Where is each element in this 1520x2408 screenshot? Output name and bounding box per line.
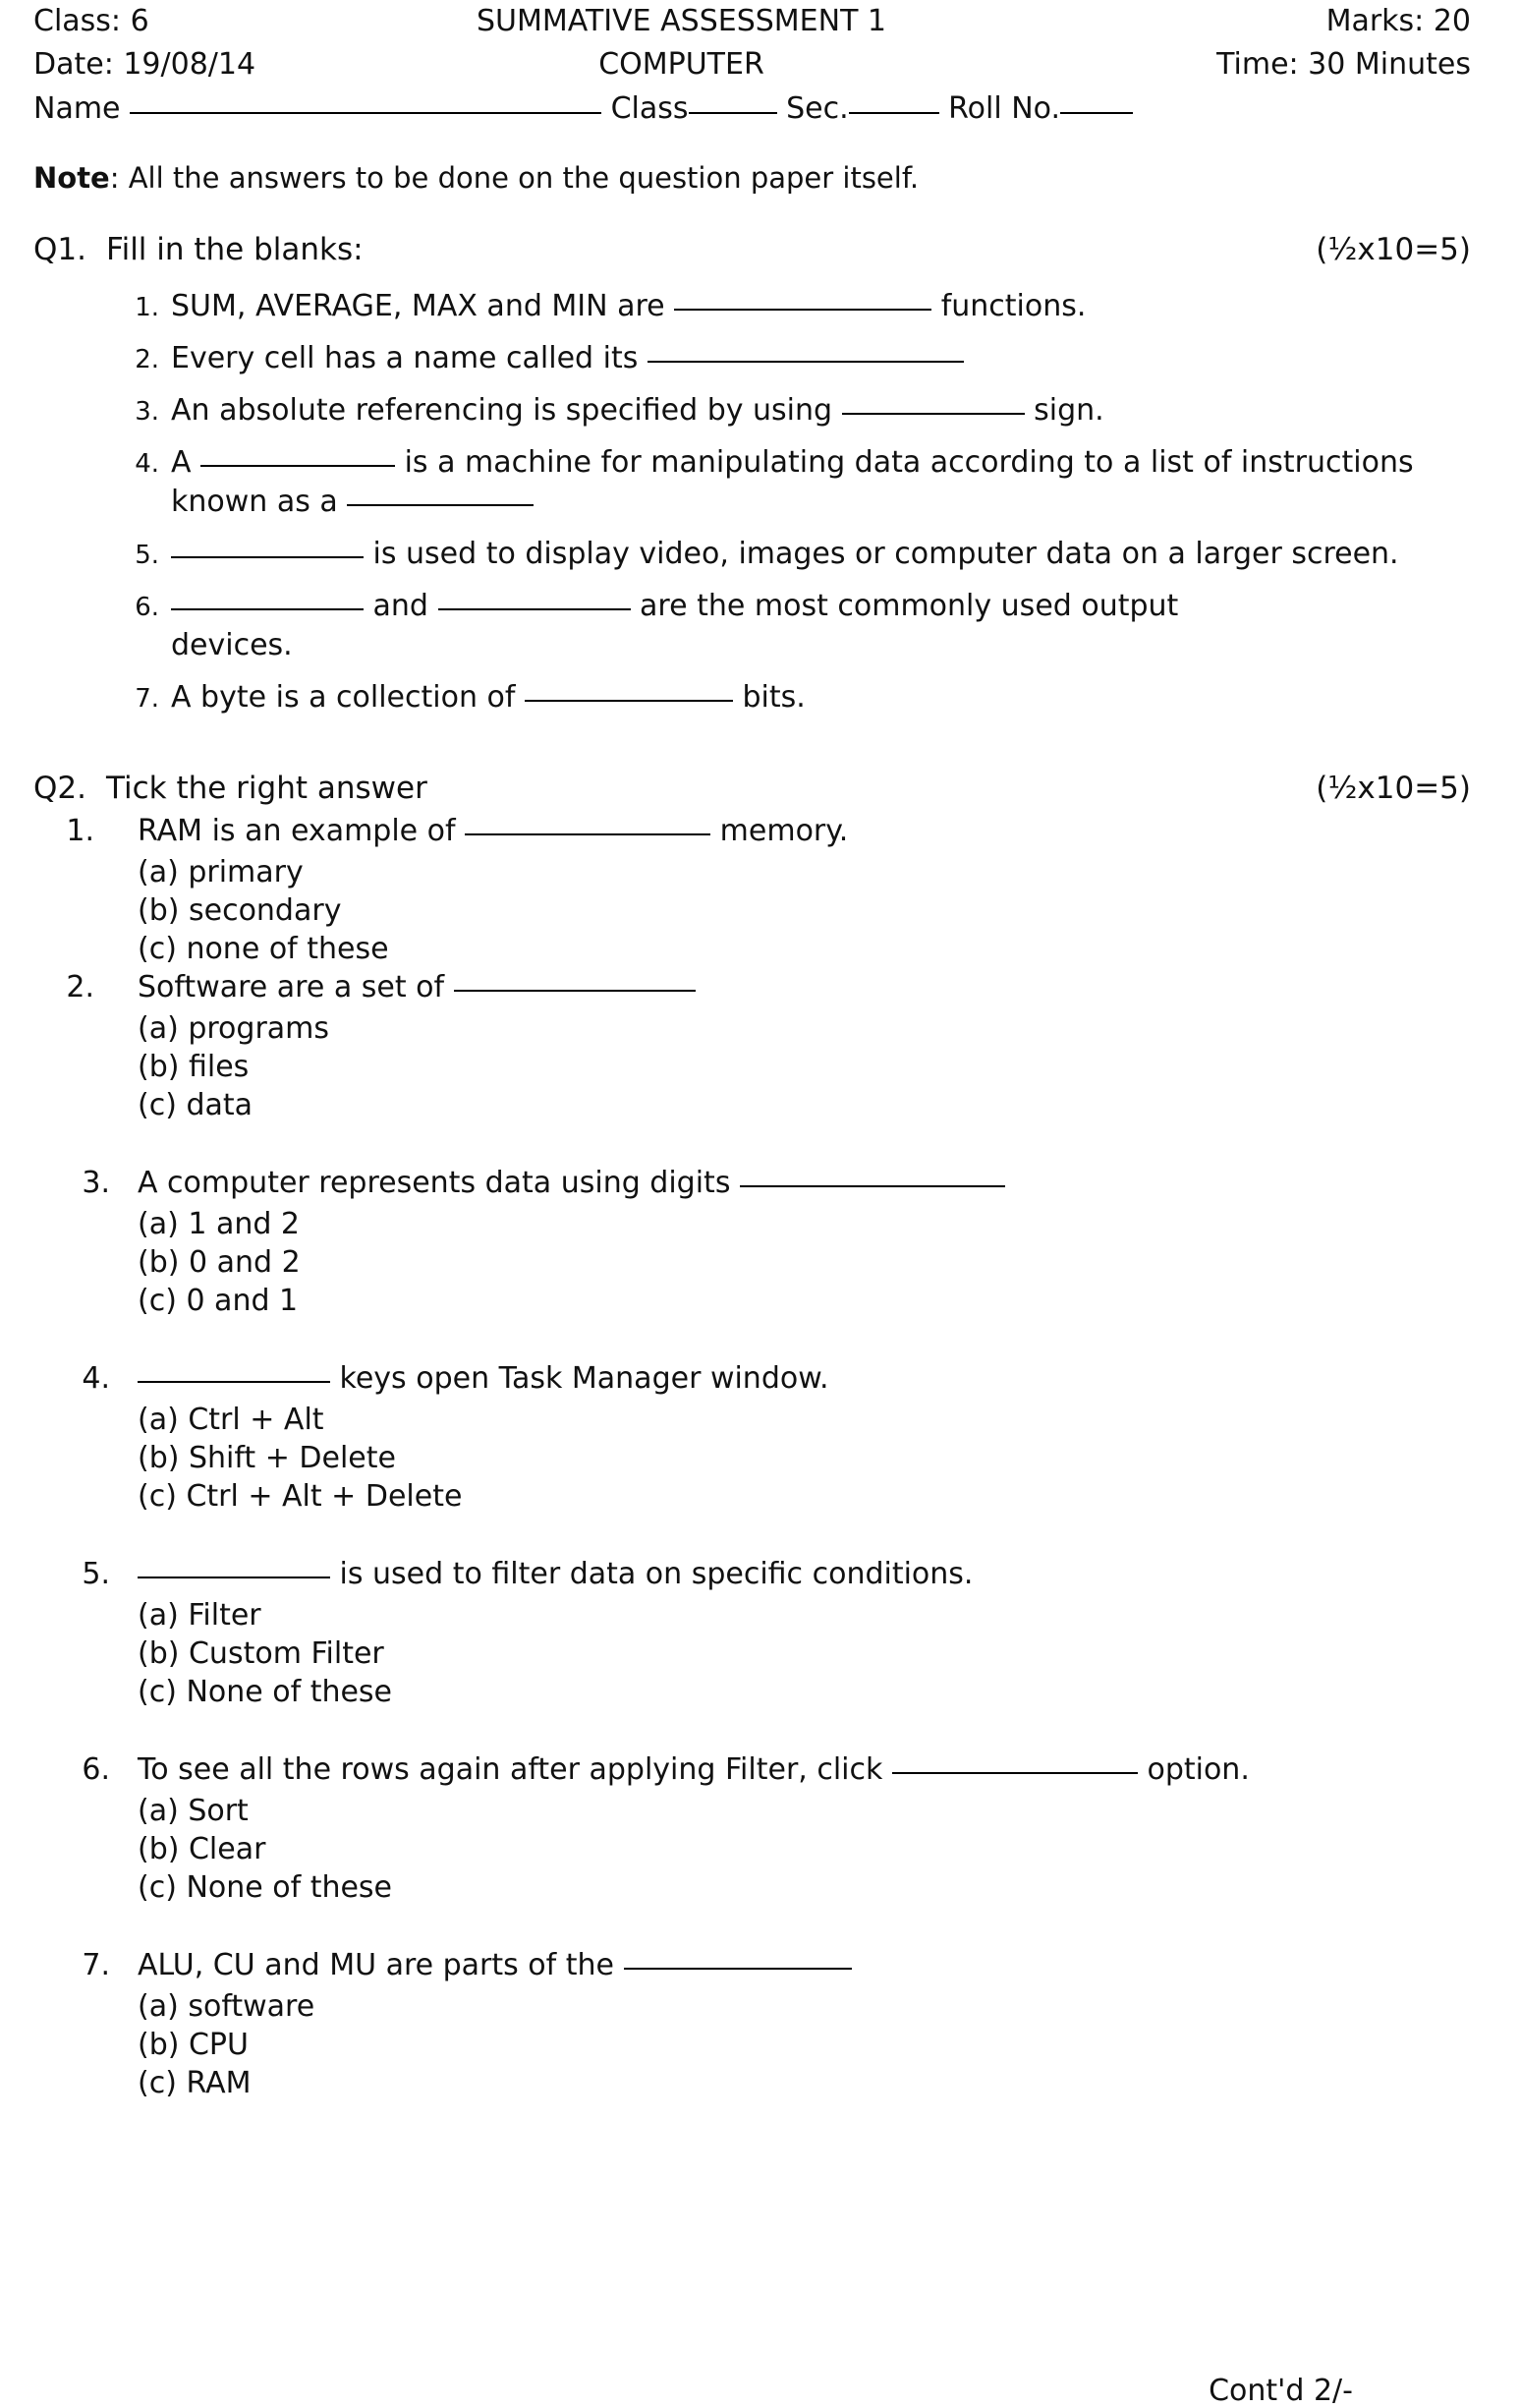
- q2-item-number: 6.: [82, 1752, 110, 1787]
- q1-blank[interactable]: [171, 556, 364, 558]
- roll-input-rule[interactable]: [1060, 112, 1133, 114]
- question-2-heading: [33, 769, 1492, 808]
- q1-item-text-post: functions.: [931, 289, 1087, 323]
- q1-item: [28, 391, 1492, 430]
- q1-item-number: 3.: [135, 397, 159, 427]
- q1-blank[interactable]: [674, 309, 931, 311]
- q1-item: [28, 678, 1492, 717]
- note-line: [33, 161, 1492, 195]
- q2-item-stem: To see all the rows again after applying Filter, click option.: [138, 1752, 1250, 1787]
- sec-field-label: Sec.: [786, 91, 849, 126]
- q2-option[interactable]: (a) Sort: [138, 1794, 249, 1828]
- q1-item-text-pre: Every cell has a name called its: [171, 341, 647, 375]
- q2-option[interactable]: (b) files: [138, 1050, 250, 1084]
- subject-label: COMPUTER: [598, 47, 764, 82]
- q1-blank[interactable]: [200, 465, 395, 467]
- q1-item-continuation: devices.: [171, 628, 293, 662]
- q2-item: [28, 968, 1492, 1124]
- q2-item-number: 5.: [82, 1557, 110, 1591]
- q1-blank[interactable]: [171, 608, 364, 610]
- q1-item: [28, 535, 1492, 574]
- q1-item-list: [28, 287, 1492, 717]
- question-1-heading: [33, 230, 1492, 269]
- q2-option[interactable]: (a) primary: [138, 855, 304, 889]
- q2-option[interactable]: (c) None of these: [138, 1675, 393, 1709]
- q2-item: [28, 812, 1492, 968]
- q1-blank[interactable]: [347, 504, 534, 506]
- q2-option[interactable]: (c) none of these: [138, 932, 389, 966]
- q1-blank[interactable]: [525, 700, 733, 702]
- class-label: Class: 6: [33, 4, 149, 38]
- q1-item-number: 1.: [135, 293, 159, 322]
- marks-label: Marks: 20: [1325, 4, 1471, 38]
- name-field-label: Name: [33, 91, 121, 126]
- q1-item-text-pre: SUM, AVERAGE, MAX and MIN are: [171, 289, 675, 323]
- q2-option-list: [138, 1205, 1492, 1320]
- q2-option[interactable]: (b) Shift + Delete: [138, 1441, 396, 1475]
- q1-item-text-pre: An absolute referencing is specified by using: [171, 393, 842, 428]
- q2-number: Q2.: [33, 771, 86, 806]
- q2-item-stem: is used to filter data on specific conditions.: [138, 1555, 1492, 1594]
- continued-footer: Cont'd 2/-: [1209, 2374, 1353, 2408]
- q2-item: [28, 1359, 1492, 1516]
- q2-blank[interactable]: [624, 1968, 852, 1970]
- q1-item-text-pre: A byte is a collection of: [171, 680, 525, 715]
- spacer: [28, 1907, 1492, 1946]
- q2-option[interactable]: (b) Clear: [138, 1832, 266, 1866]
- q2-option[interactable]: (c) Ctrl + Alt + Delete: [138, 1479, 463, 1514]
- spacer: [28, 1711, 1492, 1750]
- q1-item: [28, 443, 1492, 522]
- q1-item-text-post: are the most commonly used output: [630, 589, 1179, 623]
- q2-item-number: 2.: [66, 970, 94, 1004]
- q2-blank[interactable]: [138, 1381, 330, 1383]
- q1-item-text-post: bits.: [732, 680, 806, 715]
- student-info-row: [33, 86, 1492, 132]
- q2-blank[interactable]: [454, 990, 696, 992]
- q2-option[interactable]: (b) Custom Filter: [138, 1636, 384, 1671]
- q1-item: [28, 287, 1492, 326]
- q2-option[interactable]: (a) Ctrl + Alt: [138, 1403, 324, 1437]
- q2-option[interactable]: (c) None of these: [138, 1870, 393, 1905]
- class-input-rule[interactable]: [689, 112, 777, 114]
- date-label: Date: 19/08/14: [33, 47, 256, 82]
- note-text: : All the answers to be done on the question paper itself.: [109, 161, 920, 195]
- q2-option[interactable]: (b) 0 and 2: [138, 1245, 301, 1280]
- q2-option[interactable]: (c) RAM: [138, 2066, 252, 2100]
- name-input-rule[interactable]: [130, 112, 601, 114]
- roll-field-label: Roll No.: [948, 91, 1061, 126]
- q2-item-stem: keys open Task Manager window.: [138, 1359, 1492, 1399]
- q2-item: [28, 1946, 1492, 2102]
- q1-marks: (½x10=5): [1316, 232, 1471, 267]
- q1-item-number: 4.: [135, 449, 159, 479]
- q2-item-number: 1.: [66, 814, 94, 848]
- spacer: [28, 1124, 1492, 1164]
- exam-title: SUMMATIVE ASSESSMENT 1: [476, 4, 887, 38]
- header-row-2: [28, 43, 1492, 86]
- q2-option[interactable]: (a) programs: [138, 1011, 330, 1046]
- q2-blank[interactable]: [138, 1577, 330, 1578]
- q1-item-text-pre: A: [171, 445, 201, 480]
- q2-option[interactable]: (c) 0 and 1: [138, 1284, 299, 1318]
- q2-option-list: [138, 1792, 1492, 1907]
- q1-item: [28, 587, 1492, 665]
- q2-item: [28, 1750, 1492, 1907]
- q1-item-number: 6.: [135, 593, 159, 622]
- q2-option[interactable]: (a) Filter: [138, 1598, 261, 1633]
- q1-number: Q1.: [33, 232, 86, 267]
- q2-blank[interactable]: [465, 833, 710, 835]
- q1-item-text-post: sign.: [1024, 393, 1104, 428]
- q2-item-stem: ALU, CU and MU are parts of the: [138, 1946, 1492, 1985]
- q2-option[interactable]: (a) software: [138, 1989, 315, 2024]
- sec-input-rule[interactable]: [849, 112, 939, 114]
- q2-item-number: 7.: [82, 1948, 110, 1982]
- q1-item-text-post: is used to display video, images or computer data on a larger screen.: [364, 537, 1399, 571]
- q1-item: [28, 339, 1492, 378]
- q1-blank[interactable]: [647, 361, 964, 363]
- time-label: Time: 30 Minutes: [1216, 47, 1471, 82]
- q2-item-number: 4.: [82, 1361, 110, 1396]
- class-field-label: Class: [610, 91, 689, 126]
- q2-option-list: [138, 1401, 1492, 1516]
- q2-item-number: 3.: [82, 1166, 110, 1200]
- spacer: [28, 1516, 1492, 1555]
- q2-blank[interactable]: [740, 1185, 1005, 1187]
- q2-item-stem: Software are a set of: [138, 968, 1492, 1007]
- note-prefix: Note: [33, 161, 110, 195]
- q2-blank[interactable]: [892, 1772, 1138, 1774]
- q2-option-list: [138, 1009, 1492, 1124]
- q1-item-text-post: is a machine for manipulating data according to a list of instructions: [395, 445, 1414, 480]
- header-row-1: [28, 0, 1492, 43]
- q2-option-list: [138, 1987, 1492, 2102]
- q1-item-number: 2.: [135, 345, 159, 374]
- spacer: [28, 1320, 1492, 1359]
- q2-item-stem: A computer represents data using digits: [138, 1164, 1492, 1203]
- q2-option[interactable]: (b) CPU: [138, 2028, 249, 2062]
- q2-option[interactable]: (a) 1 and 2: [138, 1207, 301, 1241]
- q2-item-stem: RAM is an example of memory.: [138, 814, 849, 848]
- q1-blank[interactable]: [438, 608, 631, 610]
- q2-title: Tick the right answer: [106, 771, 427, 806]
- q2-marks: (½x10=5): [1316, 771, 1471, 806]
- q2-item: [28, 1555, 1492, 1711]
- q2-option[interactable]: (c) data: [138, 1088, 253, 1122]
- q2-option[interactable]: (b) secondary: [138, 893, 342, 928]
- q2-option-list: [138, 853, 1492, 968]
- q2-item: [28, 1164, 1492, 1320]
- q1-item-number: 5.: [135, 541, 159, 570]
- q1-item-continuation: known as a: [171, 483, 1492, 522]
- q1-item-number: 7.: [135, 684, 159, 714]
- q2-option-list: [138, 1596, 1492, 1711]
- q1-blank[interactable]: [842, 413, 1025, 415]
- q1-item-text-mid: and: [364, 589, 438, 623]
- q1-title: Fill in the blanks:: [106, 232, 364, 267]
- q2-item-list: [28, 812, 1492, 2102]
